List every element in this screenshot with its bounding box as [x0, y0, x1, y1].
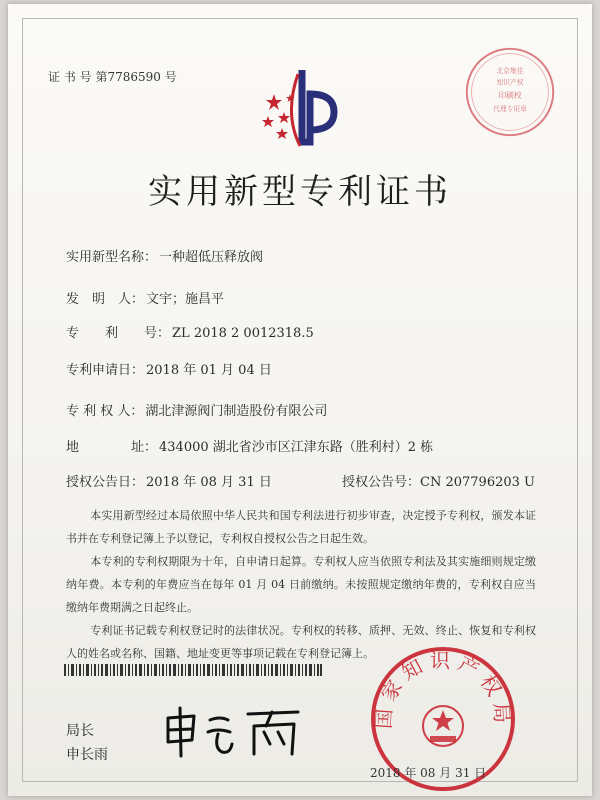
- patent-number-row: [66, 322, 314, 341]
- utility-model-name-row: [66, 246, 263, 265]
- address-label: 地 址：: [66, 440, 158, 455]
- seal-date: 2018 年 08 月 31 日: [370, 766, 487, 780]
- certificate-paper: [8, 4, 592, 796]
- svg-text:代理专用章: 代理专用章: [493, 105, 527, 114]
- svg-text:知识产权: 知识产权: [496, 78, 524, 87]
- patentee-value: 湖北津源阀门制造股份有限公司: [145, 404, 328, 419]
- filing-date-row: [66, 359, 272, 378]
- director-title-label: 局长: [66, 723, 94, 739]
- inventor-value: 文宇；施昌平: [146, 292, 225, 307]
- body-paragraph: 本专利的专利权期限为十年，自申请日起算。专利权人应当依照专利法及其实施细则规定缴纳年费。本专利的年费应当在每年 01 月 04 日前缴纳。未按照规定缴纳年费的，专利权自应当缴纳年费期满之日起终止。: [66, 555, 536, 614]
- authorization-date-label: 授权公告日：: [66, 475, 145, 490]
- patentee-row: [66, 400, 327, 419]
- svg-text:印刷校: 印刷校: [498, 90, 522, 100]
- filing-date-value: 2018 年 01 月 04 日: [146, 363, 272, 378]
- body-paragraph: 本实用新型经过本局依照中华人民共和国专利法进行初步审查，决定授予专利权，颁发本证书并在专利登记簿上予以登记，专利权自授权公告之日起生效。: [66, 509, 536, 545]
- svg-text:北京集佳: 北京集佳: [496, 66, 524, 75]
- authorization-date-row: [66, 471, 272, 490]
- patent-number-value: ZL 2018 2 0012318.5: [172, 326, 314, 341]
- certificate-number: 证 书 号 第7786590 号: [48, 70, 177, 84]
- address-row: [66, 436, 433, 455]
- patent-office-emblem-icon: [254, 64, 344, 154]
- authorization-number-value: CN 207796203 U: [420, 475, 535, 490]
- handwritten-signature: [158, 704, 308, 760]
- authorization-number-row: [342, 471, 535, 490]
- filing-date-label: 专利申请日：: [66, 363, 145, 378]
- utility-model-name-label: 实用新型名称：: [66, 250, 158, 265]
- authorization-date-value: 2018 年 08 月 31 日: [146, 475, 272, 490]
- patent-number-label: 专 利 号：: [66, 326, 171, 341]
- svg-text:国家知识产权局: 国家知识产权局: [371, 648, 515, 730]
- director-name-label: 申长雨: [66, 747, 108, 763]
- inventor-row: [66, 288, 224, 307]
- agency-seal: [462, 44, 558, 140]
- body-paragraph: 专利证书记载专利权登记时的法律状况。专利权的转移、质押、无效、终止、恢复和专利权人的姓名或名称、国籍、地址变更等事项记载在专利登记簿上。: [66, 624, 536, 660]
- certificate-body-text: [66, 504, 536, 665]
- authorization-number-label: 授权公告号：: [342, 475, 421, 490]
- patentee-label: 专 利 权 人：: [66, 404, 144, 419]
- certificate-title: 实用新型专利证书: [148, 172, 452, 212]
- address-value: 434000 湖北省沙市区江津东路（胜利村）2 栋: [159, 440, 434, 455]
- barcode: [64, 664, 322, 676]
- utility-model-name-value: 一种超低压释放阀: [159, 250, 264, 265]
- inventor-label: 发 明 人：: [66, 292, 145, 307]
